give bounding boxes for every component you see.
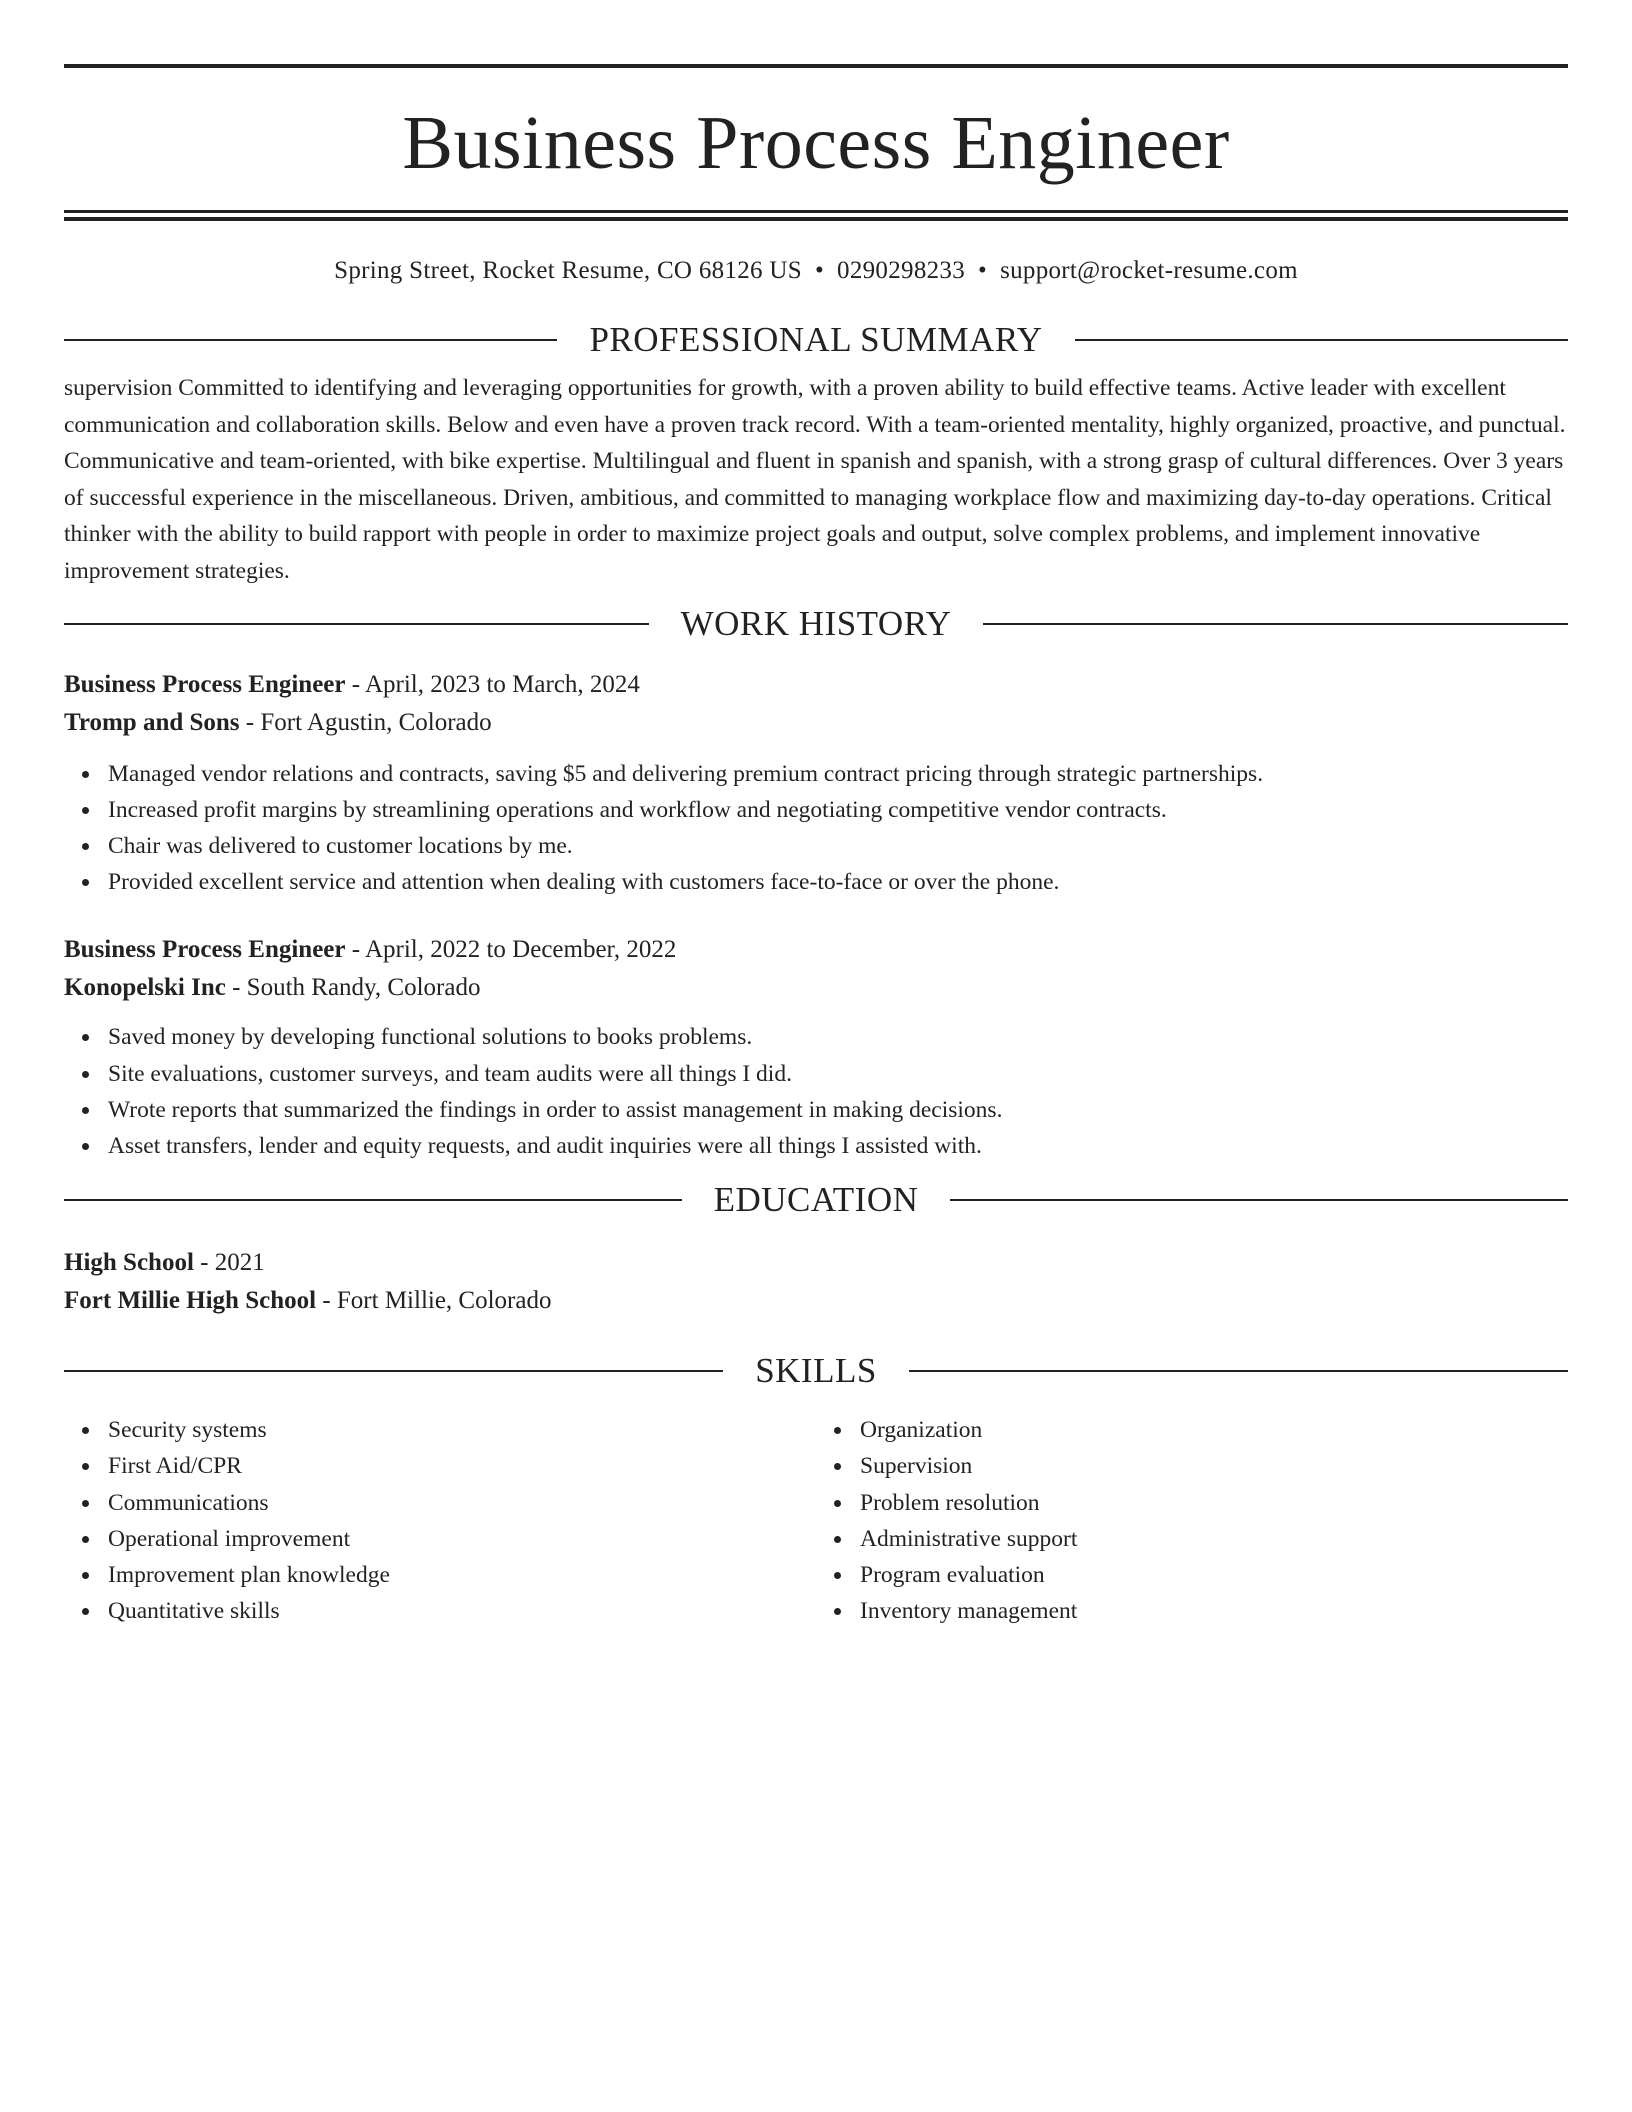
contact-address: Spring Street, Rocket Resume, CO 68126 US — [334, 257, 802, 284]
education-school-line — [64, 1282, 1568, 1320]
resume-page — [64, 64, 1568, 1629]
header-top-rule — [64, 64, 1568, 68]
resume-title: Business Process Engineer — [402, 101, 1230, 185]
skill-item: Program evaluation — [860, 1557, 1568, 1593]
education-degree-line — [64, 1244, 1568, 1282]
skills-column-right — [816, 1412, 1568, 1629]
section-title: EDUCATION — [713, 1180, 919, 1220]
section-heading-work — [64, 604, 1568, 644]
contact-line — [64, 255, 1568, 287]
section-heading-summary — [64, 320, 1568, 360]
job-bullet: Asset transfers, lender and equity requests, and audit inquiries were all things I assisted with. — [108, 1128, 1568, 1164]
job-location: - Fort Agustin, Colorado — [239, 708, 492, 736]
skill-item: Communications — [108, 1485, 816, 1521]
education-location: - Fort Millie, Colorado — [316, 1287, 552, 1315]
skill-item: Security systems — [108, 1412, 816, 1448]
job-bullet: Managed vendor relations and contracts, saving $5 and delivering premium contract pricing through strategic partnerships. — [108, 756, 1568, 792]
skill-item: Operational improvement — [108, 1521, 816, 1557]
education-entry — [64, 1244, 1568, 1320]
job-title-line — [64, 666, 1568, 704]
job-bullet: Chair was delivered to customer locations by me. — [108, 828, 1568, 864]
job-bullet: Site evaluations, customer surveys, and team audits were all things I did. — [108, 1056, 1568, 1092]
job-bullet: Provided excellent service and attention when dealing with customers face-to-face or over the phone. — [108, 864, 1568, 900]
job-title: Business Process Engineer — [64, 670, 346, 698]
job-bullets — [64, 1019, 1568, 1164]
job-entry — [64, 931, 1568, 1164]
section-rule-left — [64, 623, 649, 625]
job-bullet: Increased profit margins by streamlining operations and workflow and negotiating competitive vendor contracts. — [108, 792, 1568, 828]
skills-column-left — [64, 1412, 816, 1629]
job-title: Business Process Engineer — [64, 936, 346, 964]
skill-item: Problem resolution — [860, 1485, 1568, 1521]
contact-email: support@rocket-resume.com — [1000, 257, 1298, 284]
summary-text: supervision Committed to identifying and leveraging opportunities for growth, with a proven ability to build effective teams. Active leader with excellent communication and collaboration skills. Below and even have a proven track record. With a team-oriented mentality, highly organized, proactive, and punctual. Communicative and team-oriented, with bike expertise. Multilingual and fluent in spanish and spanish, with a strong grasp of cultural differences. Over 3 years of successful experience in the miscellaneous. Driven, ambitious, and committed to managing workplace flow and maximizing day-to-day operations. Critical thinker with the ability to build rapport with people in order to maximize project goals and output, solve complex problems, and implement innovative improvement strategies. — [64, 375, 1566, 584]
job-location: - South Randy, Colorado — [225, 974, 481, 1002]
job-dates: - April, 2023 to March, 2024 — [345, 670, 640, 698]
job-company: Konopelski Inc — [64, 974, 226, 1002]
contact-separator: • — [978, 257, 988, 284]
job-dates: - April, 2022 to December, 2022 — [345, 936, 677, 964]
section-title: SKILLS — [755, 1351, 877, 1391]
education-school: Fort Millie High School — [64, 1287, 317, 1315]
education-degree: High School — [64, 1249, 194, 1277]
skill-item: Inventory management — [860, 1593, 1568, 1629]
section-heading-skills — [64, 1351, 1568, 1391]
skill-item: Administrative support — [860, 1521, 1568, 1557]
job-title-line — [64, 931, 1568, 969]
contact-phone: 0290298233 — [837, 257, 966, 284]
section-title: WORK HISTORY — [680, 603, 952, 643]
section-heading-education — [64, 1180, 1568, 1220]
job-company-line — [64, 704, 1568, 742]
section-rule-left — [64, 1199, 682, 1201]
skill-item: First Aid/CPR — [108, 1448, 816, 1484]
job-bullet: Saved money by developing functional solutions to books problems. — [108, 1019, 1568, 1055]
skills-list — [64, 1412, 1568, 1629]
header-double-rule — [64, 210, 1568, 221]
section-rule-left — [64, 339, 557, 341]
section-rule-right — [909, 1370, 1568, 1372]
job-company-line — [64, 969, 1568, 1007]
section-rule-left — [64, 1370, 723, 1372]
section-rule-right — [950, 1199, 1568, 1201]
job-bullets — [64, 756, 1568, 901]
section-rule-right — [1075, 339, 1568, 341]
contact-separator: • — [814, 257, 825, 284]
skill-item: Quantitative skills — [108, 1593, 816, 1629]
skill-item: Improvement plan knowledge — [108, 1557, 816, 1593]
education-year: - 2021 — [193, 1249, 265, 1277]
skill-item: Organization — [860, 1412, 1568, 1448]
skill-item: Supervision — [860, 1448, 1568, 1484]
section-rule-right — [983, 623, 1568, 625]
job-bullet: Wrote reports that summarized the findings in order to assist management in making decisions. — [108, 1092, 1568, 1128]
section-title: PROFESSIONAL SUMMARY — [589, 320, 1043, 359]
job-company: Tromp and Sons — [64, 708, 240, 736]
job-entry — [64, 666, 1568, 901]
